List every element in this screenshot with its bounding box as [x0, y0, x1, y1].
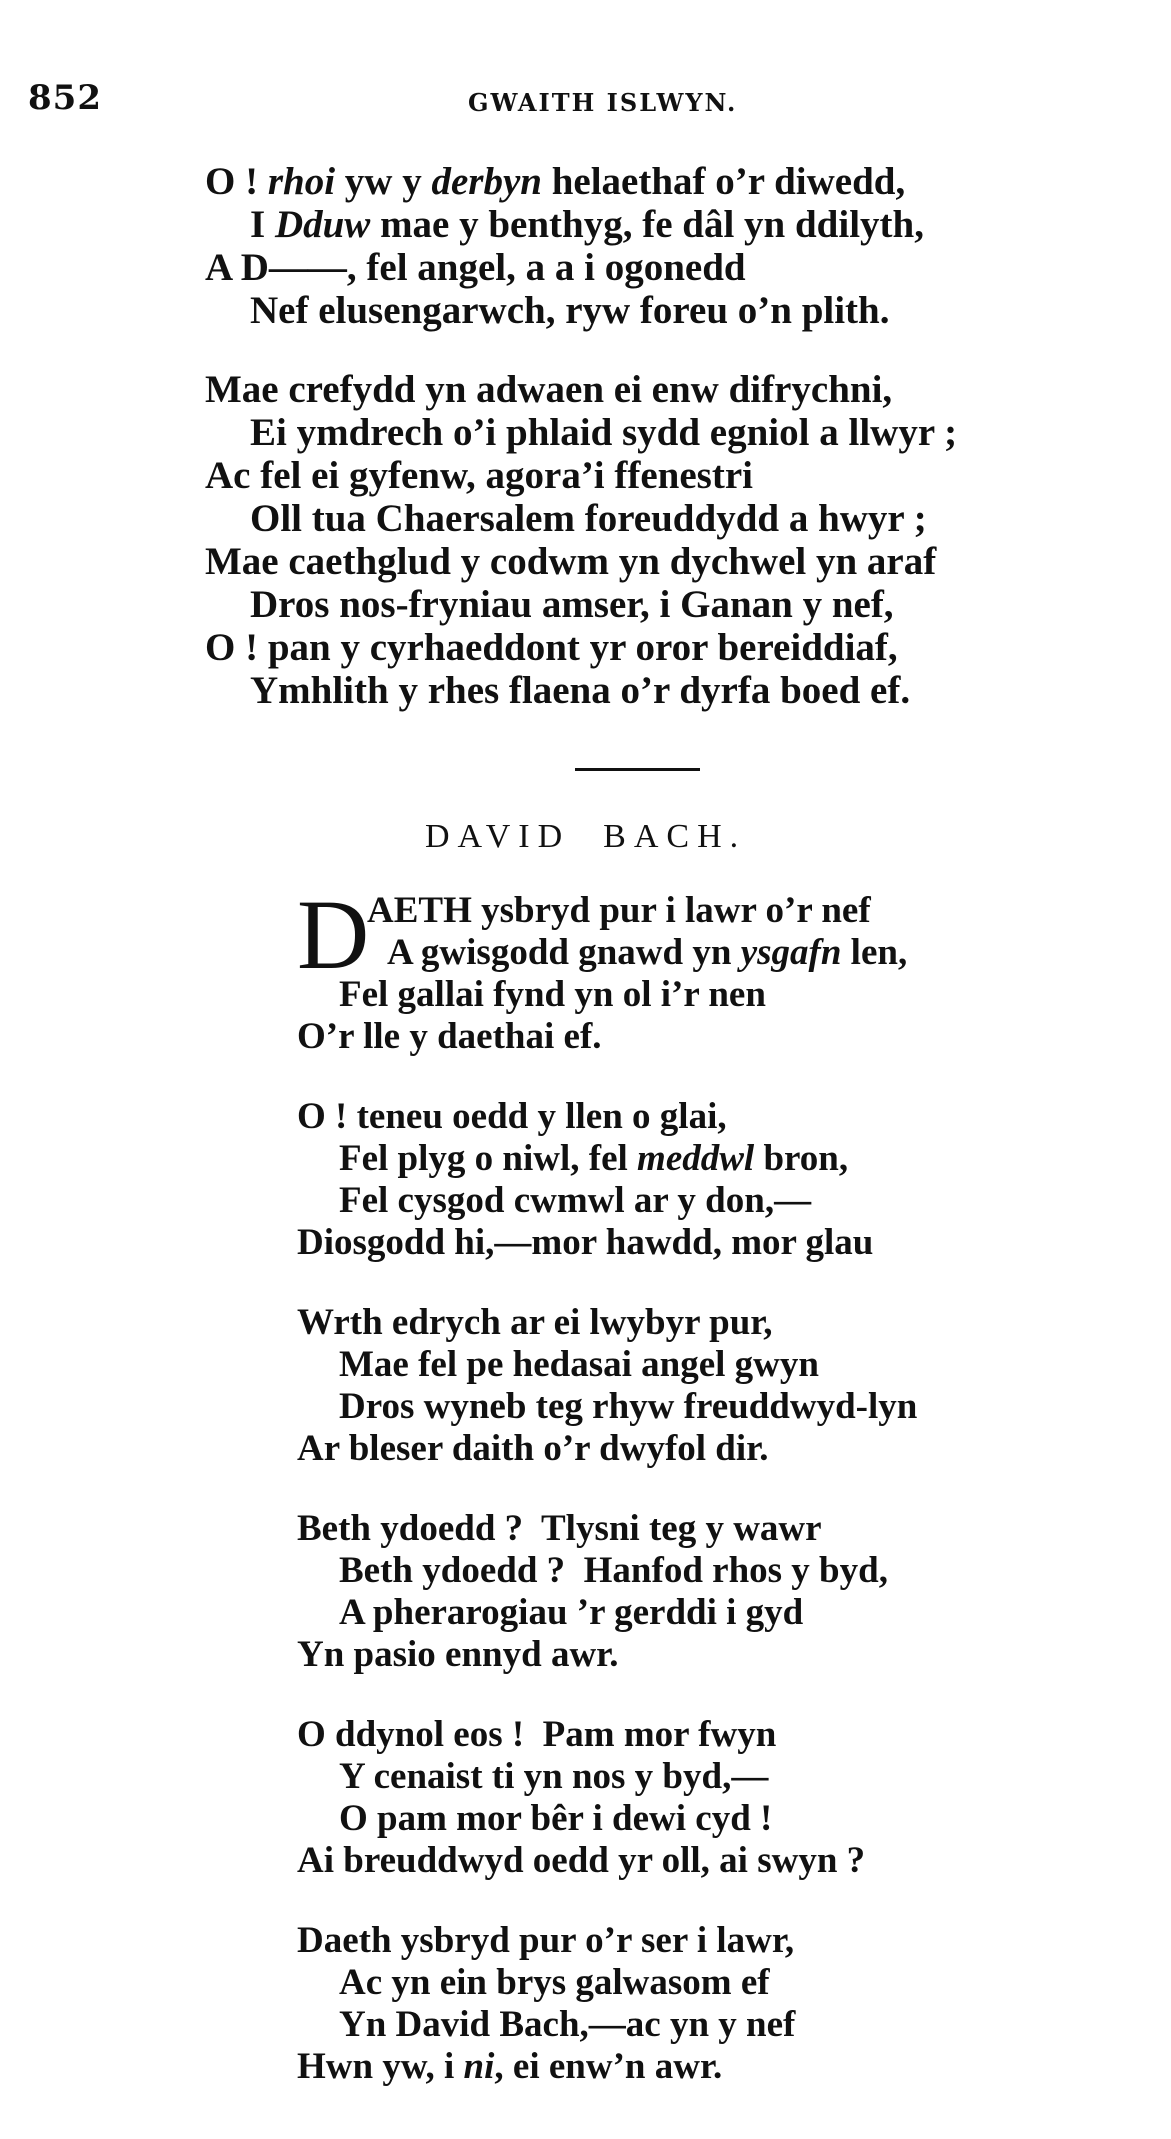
poem-line — [297, 1386, 1117, 1428]
line-text: Mae crefydd yn adwaen ei enw difrychni, — [205, 368, 893, 411]
poem-line — [205, 411, 1105, 454]
line-text: , ei enw’n awr. — [494, 2046, 723, 2087]
line-text: O ! teneu oedd y llen o glai, — [297, 1096, 727, 1137]
italic-word: derbyn — [431, 160, 542, 203]
poem-line — [297, 1180, 1117, 1222]
poem-line — [297, 1302, 1117, 1344]
poem-line — [297, 1138, 1117, 1180]
poem-line — [205, 160, 1105, 203]
line-text: helaethaf o’r diwedd, — [541, 160, 906, 203]
page-number: 852 — [28, 78, 102, 118]
line-text: Mae fel pe hedasai angel gwyn — [339, 1344, 819, 1385]
poem-line — [297, 932, 1117, 974]
poem-line — [297, 1962, 1117, 2004]
line-text: Ei ymdrech o’i phlaid sydd egniol a llwyr ; — [250, 411, 958, 454]
line-text: Ac fel ei gyfenw, agora’i ffenestri — [205, 454, 753, 497]
poem-line — [297, 1714, 1117, 1756]
stanza — [297, 879, 1117, 1058]
line-text: O pam mor bêr i dewi cyd ! — [339, 1798, 773, 1839]
poem-line — [297, 1550, 1117, 1592]
poem-line — [205, 540, 1105, 583]
poem-line — [297, 1592, 1117, 1634]
line-text: Diosgodd hi,—mor hawdd, mor glau — [297, 1222, 874, 1263]
line-text: Dros wyneb teg rhyw freuddwyd-lyn — [339, 1386, 918, 1427]
line-text: Beth ydoedd ? Hanfod rhos y byd, — [339, 1550, 888, 1591]
drop-cap: D — [297, 879, 370, 990]
poem-line — [297, 1840, 1117, 1882]
line-text: Oll tua Chaersalem foreuddydd a hwyr ; — [250, 497, 927, 540]
poem-line — [205, 368, 1105, 411]
line-text: Fel plyg o niwl, fel — [339, 1138, 638, 1179]
line-text: A pherarogiau ’r gerddi i gyd — [339, 1592, 804, 1633]
line-text: Y cenaist ti yn nos y byd,— — [339, 1756, 769, 1797]
poem-line — [297, 1756, 1117, 1798]
line-text: I — [250, 203, 275, 246]
poem-line — [297, 1222, 1117, 1264]
stanza — [297, 1920, 1117, 2088]
poem-line — [205, 203, 1105, 246]
italic-word: ysgafn — [740, 932, 842, 973]
poem-line — [297, 1508, 1117, 1550]
poem-line — [297, 1016, 1117, 1058]
stanza — [297, 1096, 1117, 1264]
line-text: A D——, fel angel, a a i ogonedd — [205, 246, 746, 289]
line-text: O’r lle y daethai ef. — [297, 1016, 602, 1057]
line-text: Beth ydoedd ? Tlysni teg y wawr — [297, 1508, 822, 1549]
line-text: yw y — [335, 160, 432, 203]
line-text: Wrth edrych ar ei lwybyr pur, — [297, 1302, 773, 1343]
line-text: Ai breuddwyd oedd yr oll, ai swyn ? — [297, 1840, 866, 1881]
italic-word: meddwl — [637, 1138, 755, 1179]
line-text: Yn pasio ennyd awr. — [297, 1634, 619, 1675]
poem-line — [297, 1344, 1117, 1386]
poem-line — [205, 497, 1105, 540]
line-text: Mae caethglud y codwm yn dychwel yn araf — [205, 540, 937, 583]
line-text: Fel gallai fynd yn ol i’r nen — [339, 974, 766, 1015]
poem-david-bach — [297, 879, 1117, 2126]
italic-word: rhoi — [267, 160, 336, 203]
poem-line — [297, 1428, 1117, 1470]
poem-line — [205, 246, 1105, 289]
stanza — [297, 1508, 1117, 1676]
poem-elegy — [205, 160, 1105, 748]
poem-line — [297, 2004, 1117, 2046]
line-text: Ac yn ein brys galwasom ef — [339, 1962, 770, 2003]
running-title: GWAITH ISLWYN. — [468, 88, 738, 117]
line-text: Ar bleser daith o’r dwyfol dir. — [297, 1428, 769, 1469]
italic-word: Dduw — [274, 203, 371, 246]
line-text: O ! — [205, 160, 268, 203]
page-header — [28, 78, 1143, 118]
poem-line — [205, 454, 1105, 497]
italic-word: ni — [463, 2046, 495, 2087]
poem-line — [205, 626, 1105, 669]
section-divider — [575, 768, 700, 771]
line-text: Nef elusengarwch, ryw foreu o’n plith. — [250, 289, 890, 332]
poem-line — [297, 1634, 1117, 1676]
line-text: bron, — [754, 1138, 849, 1179]
section-title: DAVID BACH. — [425, 818, 747, 855]
line-text: Daeth ysbryd pur o’r ser i lawr, — [297, 1920, 795, 1961]
poem-line — [205, 583, 1105, 626]
stanza — [205, 160, 1105, 332]
line-text: A gwisgodd gnawd yn — [387, 932, 741, 973]
line-text: Yn David Bach,—ac yn y nef — [339, 2004, 796, 2045]
line-text: mae y benthyg, fe dâl yn ddilyth, — [370, 203, 924, 246]
line-text: Ymhlith y rhes flaena o’r dyrfa boed ef. — [250, 669, 911, 712]
line-text: Hwn yw, i — [297, 2046, 464, 2087]
poem-line — [297, 2046, 1117, 2088]
poem-line — [297, 1798, 1117, 1840]
line-text: len, — [841, 932, 908, 973]
line-text: O ! pan y cyrhaeddont yr oror bereiddiaf, — [205, 626, 898, 669]
poem-line — [205, 669, 1105, 712]
poem-line: AETH ysbryd pur i lawr o’r nef — [367, 890, 871, 931]
line-text: Dros nos-fryniau amser, i Ganan y nef, — [250, 583, 894, 626]
poem-line — [205, 289, 1105, 332]
line-text: Fel cysgod cwmwl ar y don,— — [339, 1180, 812, 1221]
stanza — [297, 1302, 1117, 1470]
poem-line — [297, 1096, 1117, 1138]
line-text: O ddynol eos ! Pam mor fwyn — [297, 1714, 777, 1755]
stanza — [205, 368, 1105, 712]
stanza — [297, 1714, 1117, 1882]
poem-line — [297, 1920, 1117, 1962]
poem-line — [297, 974, 1117, 1016]
